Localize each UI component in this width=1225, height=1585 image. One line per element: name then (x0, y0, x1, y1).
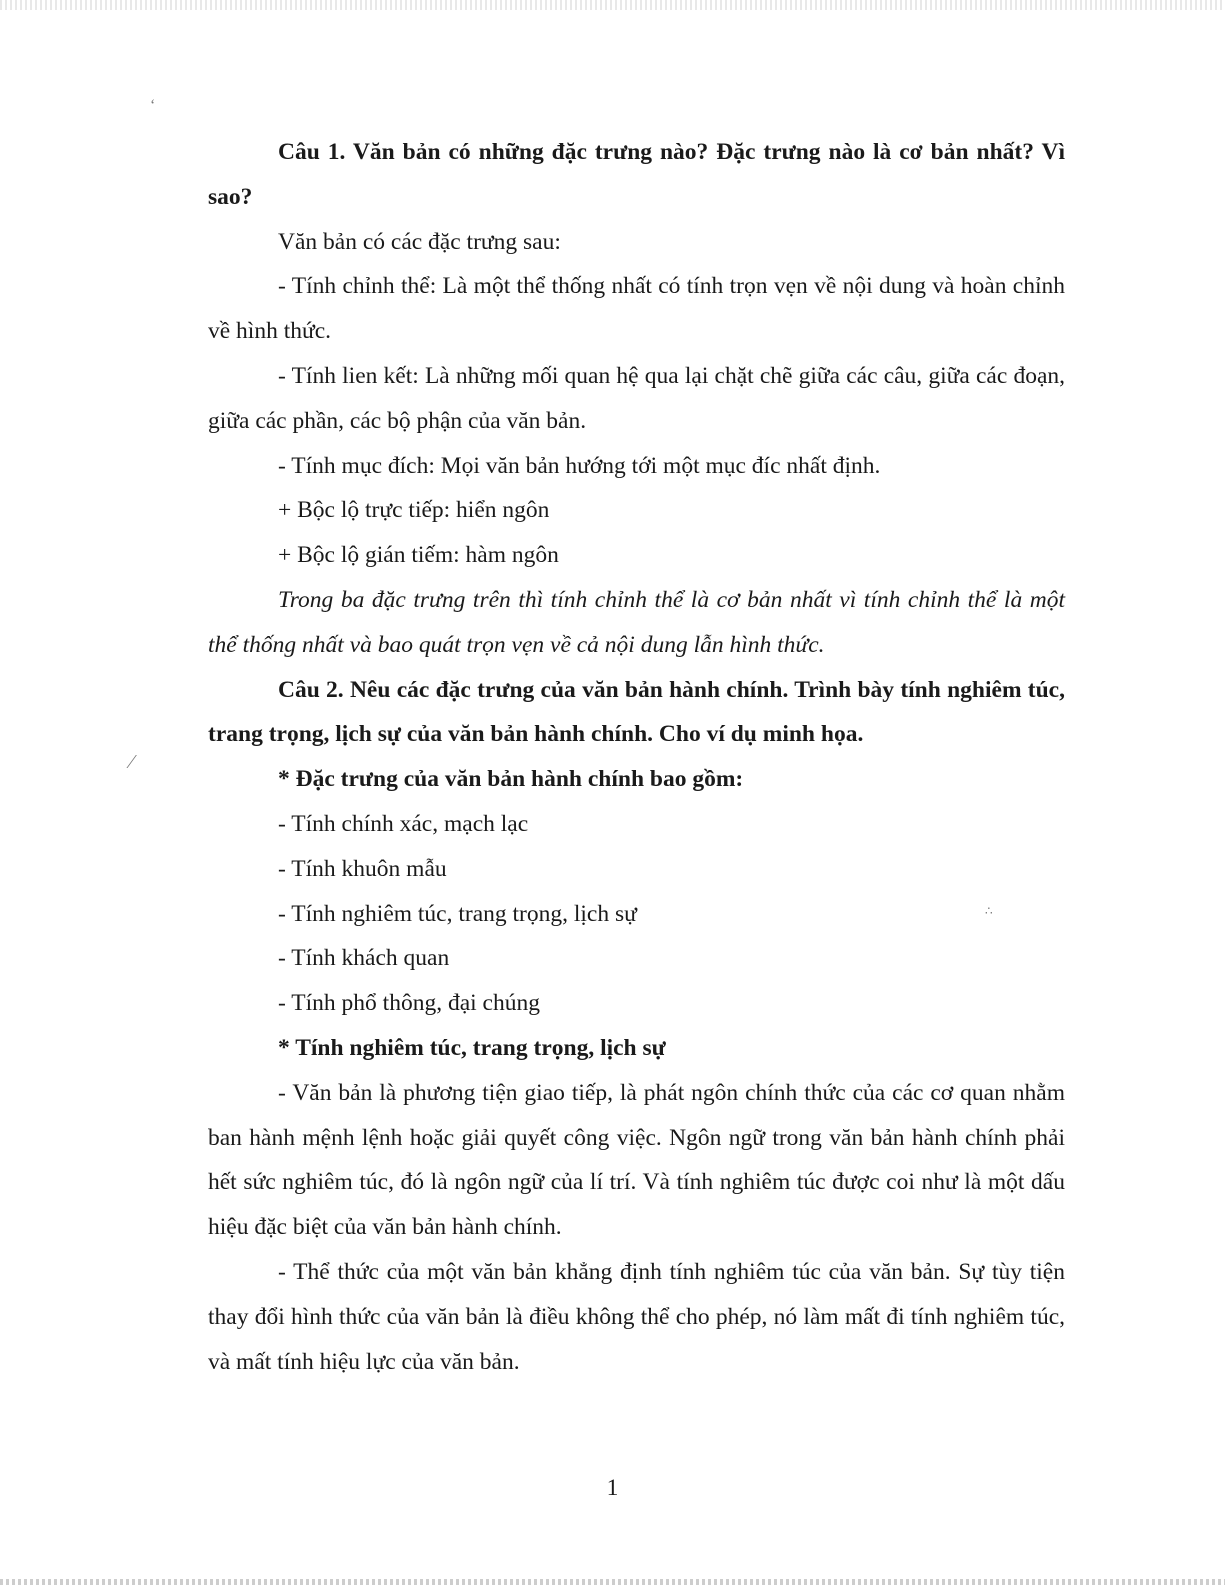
q2-subheading-features: * Đặc trưng của văn bản hành chính bao gồm: (278, 766, 744, 793)
scan-edge-bottom (0, 1579, 1225, 1585)
q1-item-purpose: - Tính mục đích: Mọi văn bản hướng tới một mục đíc nhất định. (278, 452, 881, 479)
q2-paragraph-1: - Văn bản là phương tiện giao tiếp, là phát ngôn chính thức của các cơ quan nhằm ban hành mệnh lệnh hoặc giải quyết công việc. Ngôn ngữ trong văn bản hành chính phải hết sức nghiêm túc, đó là ngôn ngữ của lí trí. Và tính nghiêm túc được coi như là một dấu hiệu đặc biệt của văn bản hành chính. (208, 1079, 1065, 1241)
scan-edge-top (0, 0, 1225, 10)
q2-feature-popularity: - Tính phổ thông, đại chúng (278, 990, 540, 1017)
scan-speck: ∴ (985, 904, 993, 918)
scan-speck: ʻ (150, 97, 156, 114)
q2-paragraph-2: - Thể thức của một văn bản khẳng định tính nghiêm túc của văn bản. Sự tùy tiện thay đổi hình thức của văn bản là điều không thể cho phép, nó làm mất đi tính nghiêm túc, và mất tính hiệu lực của văn bản. (208, 1258, 1065, 1375)
q2-feature-accuracy: - Tính chính xác, mạch lạc (278, 810, 529, 837)
question-1-heading: Câu 1. Văn bản có những đặc trưng nào? Đặc trưng nào là cơ bản nhất? Vì sao? (208, 139, 1065, 210)
page-number: 1 (606, 1475, 619, 1501)
question-1-intro: Văn bản có các đặc trưng sau: (278, 228, 561, 255)
q2-feature-objectivity: - Tính khách quan (278, 945, 450, 972)
q1-item-explicit: + Bộc lộ trực tiếp: hiển ngôn (278, 497, 550, 524)
q1-item-wholeness: - Tính chỉnh thể: Là một thể thống nhất có tính trọn vẹn về nội dung và hoàn chỉnh về hình thức. (208, 273, 1065, 345)
scan-speck: ⁄ (130, 751, 134, 773)
document-page (208, 130, 1065, 1384)
question-2-heading: Câu 2. Nêu các đặc trưng của văn bản hành chính. Trình bày tính nghiêm túc, trang trọng, lịch sự của văn bản hành chính. Cho ví dụ minh họa. (208, 676, 1065, 748)
q1-item-implicit: + Bộc lộ gián tiếm: hàm ngôn (278, 542, 559, 569)
q2-subheading-seriousness: * Tính nghiêm túc, trang trọng, lịch sự (278, 1034, 666, 1061)
q2-feature-seriousness: - Tính nghiêm túc, trang trọng, lịch sự (278, 900, 637, 927)
q1-item-cohesion: - Tính lien kết: Là những mối quan hệ qua lại chặt chẽ giữa các câu, giữa các đoạn, giữa các phần, các bộ phận của văn bản. (208, 362, 1065, 434)
question-1-conclusion: Trong ba đặc trưng trên thì tính chỉnh thể là cơ bản nhất vì tính chỉnh thể là một thể thống nhất và bao quát trọn vẹn về cả nội dung lẫn hình thức. (208, 586, 1065, 658)
q2-feature-template: - Tính khuôn mẫu (278, 855, 447, 882)
